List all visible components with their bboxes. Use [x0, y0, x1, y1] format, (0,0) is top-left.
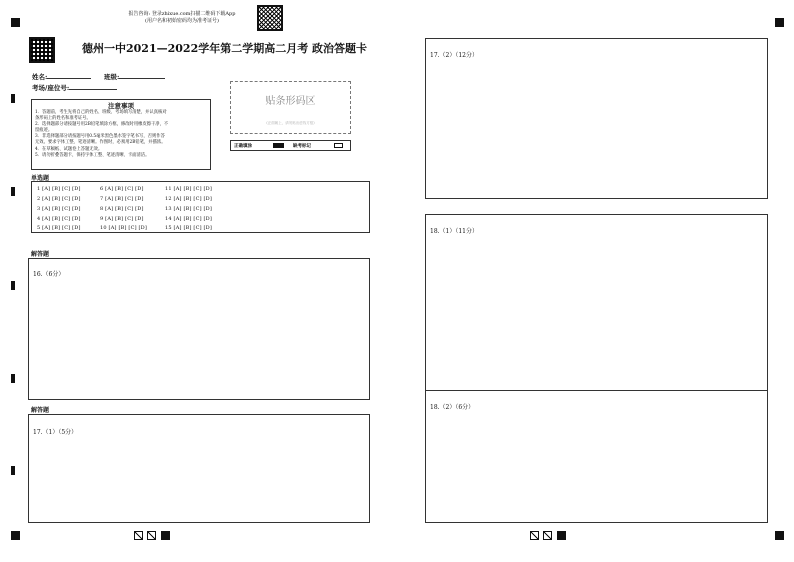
student-class-field[interactable]: 班级:: [104, 72, 165, 81]
correct-fill-sample: [273, 143, 284, 148]
choice-row[interactable]: 3 [A] [B] [C] [D] 8 [A] [B] [C] [D] 13 [A] [B] [C] [D]: [37, 206, 213, 212]
question-label-q18-2: 18.（2）（6分）: [430, 404, 475, 411]
exam-seat-field[interactable]: 考场/座位号:: [32, 83, 117, 92]
choice-row[interactable]: 2 [A] [B] [C] [D] 7 [A] [B] [C] [D] 12 [A] [B] [C] [D]: [37, 196, 213, 202]
student-qr-code: [29, 37, 55, 63]
registration-mark-top-left: [11, 18, 20, 27]
choice-row[interactable]: 4 [A] [B] [C] [D] 9 [A] [B] [C] [D] 14 [A] [B] [C] [D]: [37, 216, 213, 222]
barcode-area: [230, 81, 351, 134]
registration-mark-bottom-left: [11, 531, 20, 540]
choice-row[interactable]: 1 [A] [B] [C] [D] 6 [A] [B] [C] [D] 11 [A] [B] [C] [D]: [37, 186, 213, 192]
single-choice-box: [31, 181, 370, 233]
question-label-q18-1: 18.（1）（11分）: [430, 228, 478, 235]
page-marker-hatched: [134, 531, 143, 540]
answer-box-q17-1[interactable]: [28, 414, 370, 523]
answer-box-q16[interactable]: [28, 258, 370, 400]
app-qr-code: [257, 5, 283, 31]
page-marker-hatched: [530, 531, 539, 540]
answer-box-q18-1[interactable]: [425, 214, 768, 391]
scan-instruction: 报告咨询: 登录zhixue.com扫描二维码下载App (用户名和初始密码均为准考证号): [128, 11, 236, 24]
page-marker-solid: [557, 531, 566, 540]
question-label-q17-2: 17.（2）（12分）: [430, 52, 478, 59]
timing-mark: [11, 281, 15, 290]
page-marker-hatched: [147, 531, 156, 540]
page-marker-solid: [161, 531, 170, 540]
answer-box-q18-2[interactable]: [425, 390, 768, 523]
fill-legend: 正确填涂 缺考标记: [230, 140, 351, 151]
registration-mark-top-right: [775, 18, 784, 27]
notice-box: [31, 99, 211, 170]
answer-box-q17-2[interactable]: [425, 38, 768, 199]
page-marker-hatched: [543, 531, 552, 540]
student-name-field[interactable]: 姓名:: [32, 72, 91, 81]
answer-section-title: 解答题: [31, 251, 50, 258]
answer-section-title: 解答题: [31, 407, 50, 414]
timing-mark: [11, 374, 15, 383]
question-label-q17-1: 17.（1）（5分）: [33, 429, 78, 436]
question-label-q16: 16.（6分）: [33, 271, 65, 278]
barcode-title: 贴条形码区: [265, 96, 316, 107]
choice-row[interactable]: 5 [A] [B] [C] [D] 10 [A] [B] [C] [D] 15 [A] [B] [C] [D]: [37, 225, 213, 231]
barcode-note: (正面朝上，请勿贴出虚线方框): [266, 121, 315, 125]
timing-mark: [11, 94, 15, 103]
registration-mark-bottom-right: [775, 531, 784, 540]
single-choice-section-title: 单选题: [31, 175, 50, 182]
page-title: 德州一中2021—2022学年第二学期高二月考 政治答题卡: [82, 42, 368, 55]
notice-lines: 1．答题前，考生先将自己的姓名、班级、考场填写清楚，并认真核对 条形码上的姓名和准考证号。 2．选择题部分请按题号用2B铅笔填涂方框，修改时用橡皮擦干净，不 留痕迹。 3．非选择题部分请按题号用0.5毫米黑色墨水签字笔书写，否则作答 无效。要求字体工整、笔迹清晰。作图时，必须用2B铅笔，并描浓。 4．在草稿纸、试题卷上答题无效。 5．请勿折叠答题卡，保持字体工整、笔迹清晰、卡面清洁。: [35, 110, 169, 158]
absent-checkbox[interactable]: [334, 143, 343, 148]
timing-mark: [11, 466, 15, 475]
notice-title: 注意事项: [108, 102, 134, 110]
timing-mark: [11, 187, 15, 196]
